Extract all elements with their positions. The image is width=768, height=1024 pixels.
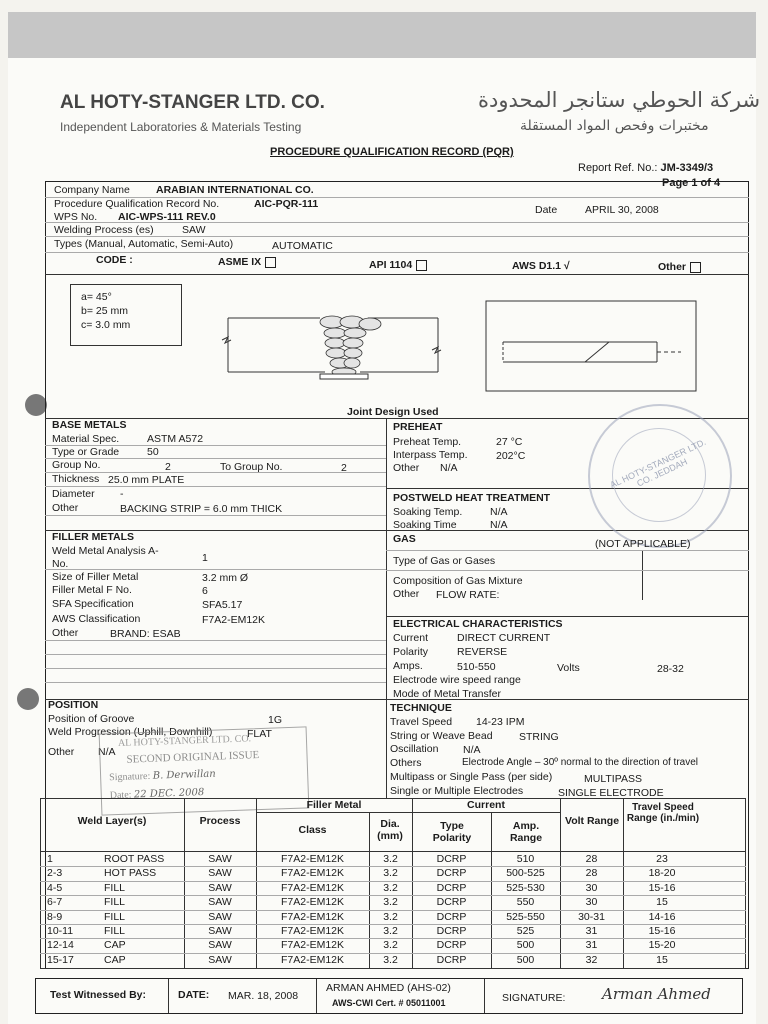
footer-divider — [168, 979, 169, 1013]
position-other-label: Other — [48, 746, 75, 758]
position-other-value: N/A — [98, 746, 116, 758]
cell-speed: 15-20 — [648, 939, 676, 952]
plate-plan-sketch — [485, 300, 697, 394]
current-label: Current — [393, 632, 429, 644]
cell-amp: 525-530 — [506, 881, 545, 894]
th-weld-layer: Weld Layer(s) — [77, 815, 147, 827]
code-api — [369, 259, 427, 271]
gas-not-applicable: (NOT APPLICABLE) — [595, 538, 691, 550]
rule — [45, 668, 386, 669]
cell-speed: 15 — [656, 896, 668, 909]
cell-dia: 3.2 — [383, 910, 398, 923]
filler-title: FILLER METALS — [52, 531, 135, 543]
groove-value: 1G — [268, 714, 283, 726]
witnessed-label: Test Witnessed By: — [50, 989, 146, 1001]
base-metals-title: BASE METALS — [52, 419, 127, 431]
material-spec-value: ASTM A572 — [147, 433, 204, 445]
cell-volt: 28 — [585, 867, 598, 880]
weld-cross-section-sketch — [220, 300, 445, 390]
signature-label: SIGNATURE: — [502, 992, 566, 1004]
api-checkbox[interactable] — [416, 260, 427, 271]
company-subtitle: Independent Laboratories & Materials Testing — [60, 120, 302, 134]
process-value: SAW — [182, 224, 206, 236]
cell-process: SAW — [208, 953, 232, 966]
th-amp: Amp. Range — [509, 820, 543, 844]
cell-amp: 550 — [516, 896, 535, 909]
metal-transfer-label: Mode of Metal Transfer — [393, 688, 501, 700]
cell-polarity: DCRP — [436, 953, 467, 966]
cell-class: F7A2-EM12K — [280, 939, 345, 952]
footer-date-value: MAR. 18, 2008 — [228, 990, 299, 1002]
progression-value: FLAT — [247, 728, 272, 740]
cell-volt: 30-31 — [578, 910, 605, 923]
scan-top-band — [8, 12, 756, 58]
preheat-temp-value: 27 °C — [496, 436, 523, 448]
sfa-value: SFA5.17 — [202, 599, 243, 611]
pqr-label: Procedure Qualification Record No. — [54, 198, 220, 210]
aws-class-value: F7A2-EM12K — [202, 614, 266, 626]
interpass-value: 202°C — [496, 450, 526, 462]
gas-type-label: Type of Gas or Gases — [393, 555, 496, 567]
code-label: CODE : — [96, 254, 133, 266]
soak-time-value: N/A — [490, 519, 508, 531]
cell-amp: 510 — [516, 853, 535, 865]
cell-dia: 3.2 — [383, 867, 398, 880]
analysis-value: 1 — [202, 552, 208, 564]
th-current: Current — [467, 799, 505, 811]
cell-volt: 28 — [585, 853, 598, 865]
cell-amp: 500 — [516, 953, 535, 966]
company-name: AL HOTY-STANGER LTD. CO. — [60, 92, 325, 113]
base-other-value: BACKING STRIP = 6.0 mm THICK — [120, 503, 283, 515]
cell-speed: 15 — [656, 953, 668, 966]
grade-value: 50 — [147, 446, 159, 458]
cell-process: SAW — [208, 867, 232, 880]
table-row-rule — [40, 881, 746, 882]
soak-temp-label: Soaking Temp. — [393, 506, 463, 518]
th-travel-speed: Travel Speed Range (in./min) — [626, 802, 700, 824]
cell-speed: 23 — [656, 853, 668, 865]
rule — [45, 699, 749, 700]
code-aws: AWS D1.1 √ — [512, 260, 570, 272]
report-ref — [578, 162, 713, 174]
report-ref-label: Report Ref. No.: — [578, 162, 658, 174]
cell-process: SAW — [208, 925, 232, 937]
filler-size-label: Size of Filler Metal — [52, 571, 139, 583]
code-other — [658, 261, 701, 273]
rule — [45, 252, 749, 253]
gas-title: GAS — [393, 533, 416, 545]
stamp-date-label: Date: — [109, 789, 132, 802]
preheat-other-label: Other — [393, 462, 420, 474]
preheat-title: PREHEAT — [393, 421, 443, 433]
code-asme-label: ASME IX — [218, 256, 262, 268]
preheat-temp-label: Preheat Temp. — [393, 436, 462, 448]
multipass-label: Multipass or Single Pass (per side) — [390, 771, 553, 783]
witness-footer — [35, 978, 743, 1014]
gas-other-label: Other — [393, 588, 420, 600]
cell-layer-no: 10-11 — [47, 925, 74, 937]
volts-label: Volts — [557, 662, 580, 674]
oscillation-label: Oscillation — [390, 743, 439, 755]
tech-others-value: Electrode Angle – 30º normal to the direction of travel — [462, 757, 699, 768]
cell-amp: 500 — [516, 939, 535, 952]
th-polarity: Type Polarity — [432, 820, 472, 844]
analysis-label-2: No. — [52, 558, 69, 570]
joint-dimension-box — [70, 284, 182, 346]
page-number: Page 1 of 4 — [662, 177, 721, 189]
stamp-signature — [109, 769, 216, 784]
cell-class: F7A2-EM12K — [280, 881, 345, 894]
cell-speed: 15-16 — [648, 925, 676, 937]
cell-polarity: DCRP — [436, 867, 467, 880]
aws-class-label: AWS Classification — [52, 613, 141, 625]
company-label: Company Name — [54, 184, 130, 196]
code-api-label: API 1104 — [369, 259, 413, 271]
cell-layer-no: 2-3 — [47, 867, 63, 880]
oscillation-value: N/A — [463, 744, 481, 756]
punch-hole — [17, 688, 39, 710]
rule — [45, 236, 749, 237]
table-row-rule — [40, 910, 746, 911]
date-value: APRIL 30, 2008 — [585, 204, 659, 216]
report-ref-value: JM-3349/3 — [660, 162, 714, 174]
travel-speed-value: 14-23 IPM — [476, 716, 525, 728]
cell-class: F7A2-EM12K — [280, 925, 345, 937]
rule — [386, 570, 749, 571]
wps-value: AIC-WPS-111 REV.0 — [118, 211, 216, 223]
stamp-date — [110, 787, 205, 801]
cell-layer-name: HOT PASS — [104, 867, 157, 880]
cell-process: SAW — [208, 853, 232, 865]
electrodes-value: SINGLE ELECTRODE — [558, 787, 664, 799]
punch-hole — [25, 394, 47, 416]
witness-signature: Arman Ahmed — [602, 985, 711, 1003]
electrical-title: ELECTRICAL CHARACTERISTICS — [393, 618, 563, 630]
electrodes-label: Single or Multiple Electrodes — [390, 785, 524, 797]
th-dia: Dia. (mm) — [377, 818, 403, 842]
cell-layer-name: FILL — [104, 881, 126, 894]
position-title: POSITION — [48, 699, 99, 711]
soak-temp-value: N/A — [490, 506, 508, 518]
table-row-rule — [40, 938, 746, 939]
pwht-title: POSTWELD HEAT TREATMENT — [393, 492, 551, 504]
cell-process: SAW — [208, 910, 232, 923]
diameter-label: Diameter — [52, 488, 95, 500]
joint-b: b= 25 mm — [81, 305, 128, 317]
cell-layer-no: 6-7 — [47, 896, 63, 909]
filler-f-label: Filler Metal F No. — [52, 584, 132, 596]
cell-class: F7A2-EM12K — [280, 953, 345, 966]
company-subtitle-arabic: مختبرات وفحص المواد المستقلة — [520, 118, 709, 134]
cell-process: SAW — [208, 939, 232, 952]
cell-layer-name: CAP — [104, 953, 126, 966]
cell-polarity: DCRP — [436, 925, 467, 937]
rule — [45, 486, 386, 487]
inspector-name-text: ARMAN AHMED — [326, 982, 405, 994]
code-other-label: Other — [658, 261, 687, 273]
travel-speed-label: Travel Speed — [390, 716, 453, 728]
other-checkbox[interactable] — [690, 262, 701, 273]
amps-label: Amps. — [393, 660, 423, 672]
volts-value: 28-32 — [657, 663, 684, 675]
tech-others-label: Others — [390, 757, 422, 769]
company-name-arabic: شركة الحوطي ستانجر المحدودة — [478, 88, 761, 112]
footer-divider — [316, 979, 317, 1013]
joint-c: c= 3.0 mm — [81, 319, 131, 331]
gas-na-strike — [642, 550, 643, 600]
pqr-value: AIC-PQR-111 — [254, 198, 319, 210]
date-label: Date — [535, 204, 558, 216]
cell-class: F7A2-EM12K — [280, 867, 345, 880]
th-process: Process — [199, 815, 241, 827]
multipass-value: MULTIPASS — [584, 773, 642, 785]
table-row-rule — [40, 924, 746, 925]
cell-speed: 18-20 — [648, 867, 676, 880]
thickness-label: Thickness — [52, 473, 100, 485]
cell-dia: 3.2 — [383, 853, 398, 865]
cell-layer-name: FILL — [104, 910, 126, 923]
to-group-label: To Group No. — [220, 461, 283, 473]
gas-comp-label: Composition of Gas Mixture — [393, 575, 523, 587]
cell-dia: 3.2 — [383, 953, 398, 966]
interpass-label: Interpass Temp. — [393, 449, 468, 461]
types-value: AUTOMATIC — [272, 240, 333, 252]
rule — [386, 616, 749, 617]
cell-dia: 3.2 — [383, 881, 398, 894]
cell-polarity: DCRP — [436, 910, 467, 923]
cell-amp: 525-550 — [506, 910, 545, 923]
inspector-id: (AHS-02) — [407, 982, 451, 994]
cell-class: F7A2-EM12K — [280, 853, 345, 865]
th-filler-metal: Filler Metal — [306, 799, 362, 811]
table-group-rule — [256, 812, 412, 813]
rule — [45, 569, 386, 570]
stamp-signature-label: Signature: — [108, 770, 151, 784]
cell-process: SAW — [208, 881, 232, 894]
cell-process: SAW — [208, 896, 232, 909]
table-header-rule — [40, 851, 746, 852]
cell-polarity: DCRP — [436, 853, 467, 865]
document-title: PROCEDURE QUALIFICATION RECORD (PQR) — [270, 146, 514, 158]
asme-checkbox[interactable] — [265, 257, 276, 268]
round-stamp-text: AL HOTY-STANGER LTD. CO. JEDDAH — [608, 436, 708, 491]
code-asme — [218, 256, 276, 268]
cell-speed: 14-16 — [648, 910, 676, 923]
group-value: 2 — [165, 461, 171, 473]
group-label: Group No. — [52, 459, 101, 471]
company-value: ARABIAN INTERNATIONAL CO. — [156, 184, 314, 196]
bead-label: String or Weave Bead — [390, 730, 493, 742]
polarity-value: REVERSE — [457, 646, 508, 658]
stamp-signature-handwriting: B. Derwillan — [152, 768, 216, 782]
table-row-rule — [40, 866, 746, 867]
cell-volt: 31 — [585, 939, 598, 952]
rule — [45, 515, 386, 516]
stamp-company: AL HOTY-STANGER LTD. CO. — [117, 733, 252, 749]
rule — [386, 550, 749, 551]
cell-dia: 3.2 — [383, 925, 398, 937]
rule — [45, 274, 749, 275]
table-group-rule — [412, 812, 560, 813]
polarity-label: Polarity — [393, 646, 429, 658]
preheat-other-value: N/A — [440, 462, 458, 474]
base-other-label: Other — [52, 502, 79, 514]
rule — [45, 654, 386, 655]
cell-layer-no: 8-9 — [47, 910, 63, 923]
cell-speed: 15-16 — [648, 881, 676, 894]
cell-volt: 32 — [585, 953, 598, 966]
stamp-issue: SECOND ORIGINAL ISSUE — [126, 749, 260, 766]
cell-amp: 500-525 — [506, 867, 545, 880]
current-value: DIRECT CURRENT — [457, 632, 551, 644]
process-label: Welding Process (es) — [54, 224, 154, 236]
column-divider — [386, 418, 387, 798]
cell-layer-name: FILL — [104, 925, 126, 937]
cell-layer-no: 15-17 — [47, 953, 74, 966]
material-spec-label: Material Spec. — [52, 433, 120, 445]
filler-other-value: BRAND: ESAB — [110, 628, 181, 640]
rule — [45, 222, 749, 223]
cell-polarity: DCRP — [436, 939, 467, 952]
rule — [45, 682, 386, 683]
gas-other-value: FLOW RATE: — [436, 589, 500, 601]
soak-time-label: Soaking Time — [393, 519, 457, 531]
grade-label: Type or Grade — [52, 446, 120, 458]
cell-polarity: DCRP — [436, 896, 467, 909]
filler-f-value: 6 — [202, 585, 208, 597]
cell-layer-no: 1 — [47, 853, 53, 865]
stamp-date-handwriting: 22 DEC. 2008 — [133, 787, 205, 801]
to-group-value: 2 — [341, 462, 347, 474]
cell-layer-name: FILL — [104, 896, 126, 909]
cell-layer-no: 4-5 — [47, 881, 63, 894]
filler-size-value: 3.2 mm Ø — [202, 572, 249, 584]
thickness-value: 25.0 mm PLATE — [108, 474, 185, 486]
table-row-rule — [40, 895, 746, 896]
cell-dia: 3.2 — [383, 939, 398, 952]
cell-layer-name: CAP — [104, 939, 126, 952]
footer-divider — [484, 979, 485, 1013]
progression-label: Weld Progression (Uphill, Downhill) — [48, 726, 213, 738]
cell-class: F7A2-EM12K — [280, 896, 345, 909]
inspector-name — [326, 982, 451, 994]
bead-value: STRING — [519, 731, 559, 743]
cwi-cert: AWS-CWI Cert. # 05011001 — [332, 998, 446, 1008]
cell-layer-name: ROOT PASS — [104, 853, 165, 865]
joint-a: a= 45° — [81, 291, 112, 303]
technique-title: TECHNIQUE — [390, 702, 452, 714]
th-class: Class — [298, 824, 327, 836]
cell-amp: 525 — [516, 925, 535, 937]
cell-layer-no: 12-14 — [47, 939, 74, 952]
types-label: Types (Manual, Automatic, Semi-Auto) — [54, 238, 234, 250]
wire-speed-label: Electrode wire speed range — [393, 674, 521, 686]
diameter-value: - — [120, 488, 124, 500]
cell-volt: 30 — [585, 896, 598, 909]
cell-polarity: DCRP — [436, 881, 467, 894]
analysis-label: Weld Metal Analysis A- — [52, 545, 159, 557]
cell-volt: 31 — [585, 925, 598, 937]
filler-other-label: Other — [52, 627, 79, 639]
table-bottom-rule — [40, 968, 746, 969]
rule — [45, 640, 386, 641]
footer-date-label: DATE: — [178, 989, 210, 1001]
th-volt: Volt Range — [564, 815, 620, 827]
sfa-label: SFA Specification — [52, 598, 134, 610]
groove-label: Position of Groove — [48, 713, 135, 725]
table-right-border — [745, 798, 746, 968]
amps-value: 510-550 — [457, 661, 496, 673]
table-row-rule — [40, 953, 746, 954]
cell-volt: 30 — [585, 881, 598, 894]
wps-label: WPS No. — [54, 211, 98, 223]
joint-design-label: Joint Design Used — [347, 406, 439, 418]
cell-dia: 3.2 — [383, 896, 398, 909]
cell-class: F7A2-EM12K — [280, 910, 345, 923]
